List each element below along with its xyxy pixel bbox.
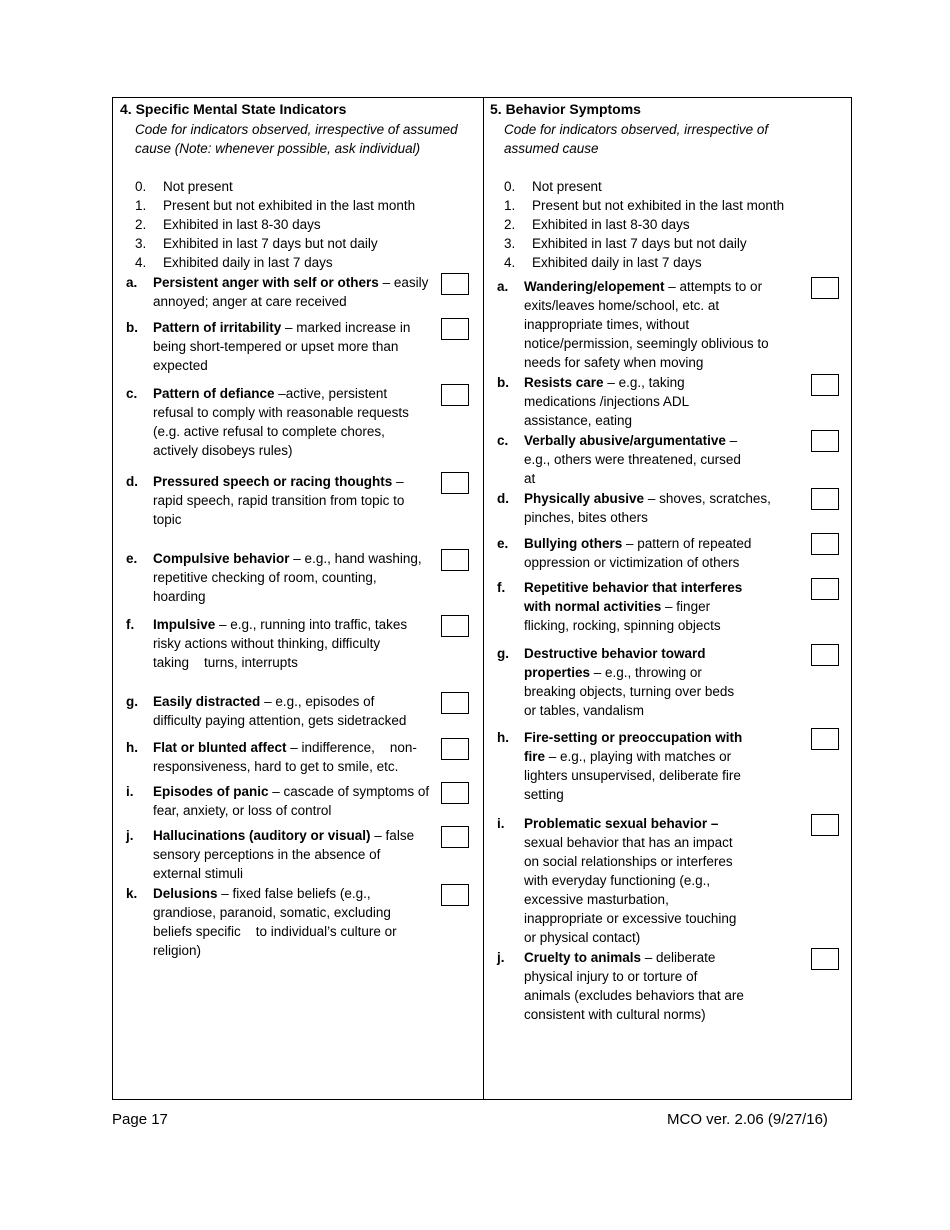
score-box-d[interactable] [441,472,469,494]
score-box-h[interactable] [441,738,469,760]
score-box-k[interactable] [441,884,469,906]
scale-item: 0. Not present [135,179,233,194]
scale-item: 0. Not present [504,179,602,194]
scale-legend [504,177,784,272]
score-box-j[interactable] [441,826,469,848]
score-box-f[interactable] [811,578,839,600]
section-subtitle: Code for indicators observed, irrespective of assumed cause (Note: whenever possible, ask individual) [135,122,458,156]
score-box-b[interactable] [811,374,839,396]
section-subtitle: Code for indicators observed, irrespective of assumed cause [504,122,769,156]
scale-item: 1. Present but not exhibited in the last month [135,198,416,213]
scale-item: 2. Exhibited in last 8-30 days [504,217,690,232]
score-box-g[interactable] [441,692,469,714]
score-box-a[interactable] [811,277,839,299]
scale-item: 1. Present but not exhibited in the last month [504,198,785,213]
form-frame: 4. Specific Mental State Indicators Code for indicators observed, irrespective of assumed cause (Note: whenever possible, ask individual) 0. Not present 1. Present but not exhibited in the last month 2. Exhibited in last 8-30 days 3. Exhibited in last 7 days but not daily 4. Exhibited daily in last 7 days a. Persistent anger with self or others – easily annoyed; anger at care received b. Pattern of irritability – marked increase in being short-tempered or upset more than expected c. Pattern of defiance –active, persistent refusal to comply with reasonable requests (e.g. active refusal to complete chores, actively disobeys rules) d. Pressured speech or racing thoughts – rapid speech, rapid transition from topic to topic e. Compulsive behavior – e.g., hand washing, repetitive checking of room, counting, hoarding f. Impulsive – e.g., running into traffic, takes risky actions without thinking, difficulty taking turns, interrupts g. Easily distracted – e.g., episodes of difficulty paying attention, gets sidetracked h. Flat or blunted affect – indifference, non- responsiveness, hard to get to smile, etc. i. Episodes of panic – cascade of symptoms of fear, anxiety, or loss of control j. Hallucinations (auditory or visual) – false sensory perceptions in the absence of external stimuli k. Delusions – fixed false beliefs (e.g., grandiose, paranoid, somatic, excluding beliefs specific to individual’s culture or religion) 5. Behavior Symptoms Code for indicators observed, irrespective of assumed cause 0. Not present 1. Present but not exhibited in the last month 2. Exhibited in last 8-30 days 3. Exhibited in last 7 days but not daily 4. Exhibited daily in last 7 days a. Wandering/elopement – attempts to or exits/leaves home/school, etc. at inappropriate times, without notice/permission, seemingly oblivious to needs for safety when moving b. Resists care – e.g., taking medications /injections ADL assistance, eating c. Verbally abusive/argumentative – e.g., others were threatened, cursed at d. Physically abusive – shoves, scratches, pinches, bites others e. Bullying others – pattern of repeated oppression or victimization of others f. Repetitive behavior that interferes with normal activities – finger flicking, rocking, spinning objects g. Destructive behavior toward properties – e.g., throwing or breaking objects, turning over beds or tables, vandalism h. Fire-setting or preoccupation with fire – e.g., playing with matches or lighters unsupervised, deliberate fire setting i. Problematic sexual behavior – sexual behavior that has an impact on social relationships or interferes with everyday functioning (e.g., excessive masturbation, inappropriate or excessive touching or physical contact) j. Cruelty to animals – deliberate physical injury to or torture of animals (excludes behaviors that are consistent with cultural norms) [112,97,852,1100]
page-number: Page 17 [112,1111,168,1128]
score-box-i[interactable] [441,782,469,804]
score-box-c[interactable] [441,384,469,406]
section-title: 4. Specific Mental State Indicators [120,101,347,117]
score-box-g[interactable] [811,644,839,666]
scale-item: 3. Exhibited in last 7 days but not daily [135,236,378,251]
score-box-e[interactable] [811,533,839,555]
score-box-h[interactable] [811,728,839,750]
version-label: MCO ver. 2.06 (9/27/16) [667,1111,828,1128]
score-box-d[interactable] [811,488,839,510]
scale-item: 3. Exhibited in last 7 days but not daily [504,236,747,251]
score-box-f[interactable] [441,615,469,637]
scale-legend [135,177,415,272]
score-box-c[interactable] [811,430,839,452]
column-divider [483,98,484,1099]
scale-item: 2. Exhibited in last 8-30 days [135,217,321,232]
score-box-j[interactable] [811,948,839,970]
score-box-a[interactable] [441,273,469,295]
score-box-e[interactable] [441,549,469,571]
scale-item: 4. Exhibited daily in last 7 days [135,255,333,270]
score-box-i[interactable] [811,814,839,836]
scale-item: 4. Exhibited daily in last 7 days [504,255,702,270]
section-title: 5. Behavior Symptoms [490,101,641,117]
score-box-b[interactable] [441,318,469,340]
